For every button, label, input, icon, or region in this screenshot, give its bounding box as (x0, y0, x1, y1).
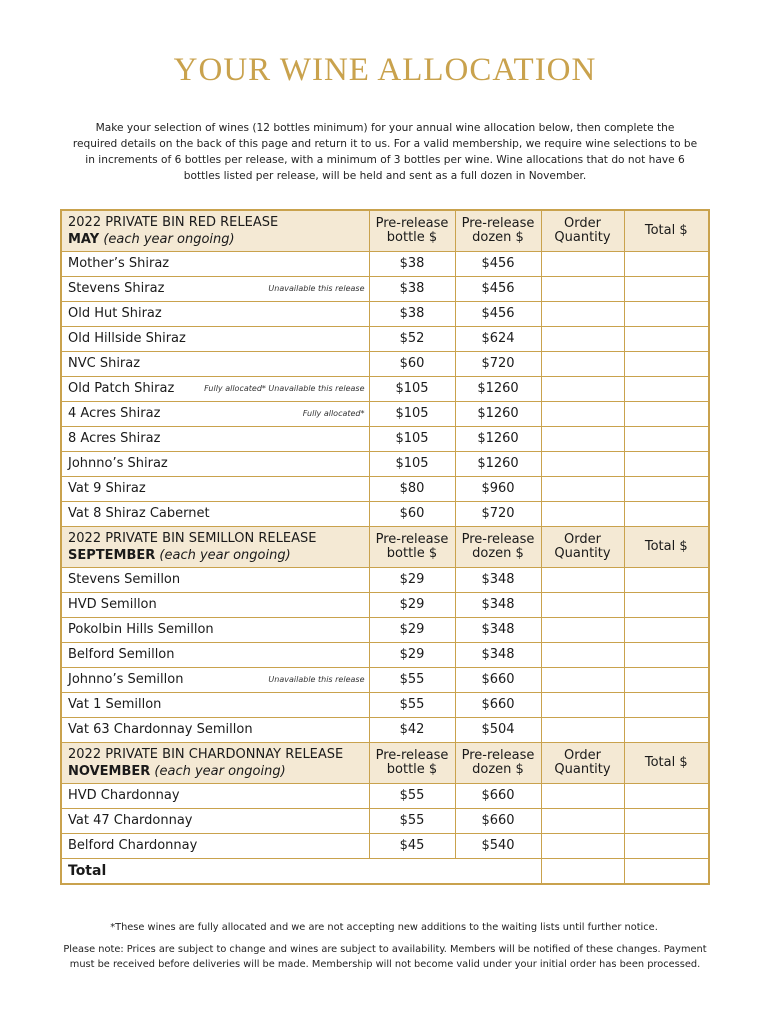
bottle-price: $55 (369, 668, 455, 693)
bottle-price: $29 (369, 568, 455, 593)
line-total-field[interactable] (624, 502, 709, 527)
wine-row (61, 693, 709, 718)
dozen-price: $660 (455, 784, 541, 809)
wine-name-cell (61, 452, 369, 477)
release-ongoing: (each year ongoing) (154, 763, 286, 779)
bottle-price: $55 (369, 809, 455, 834)
wine-row (61, 327, 709, 352)
order-quantity-field[interactable] (541, 593, 624, 618)
line-total-field[interactable] (624, 809, 709, 834)
wine-name-cell (61, 502, 369, 527)
line-total-field[interactable] (624, 402, 709, 427)
wine-row (61, 427, 709, 452)
col-header-total: Total $ (624, 743, 709, 784)
bottle-price: $105 (369, 452, 455, 477)
bottle-price: $29 (369, 593, 455, 618)
line-total-field[interactable] (624, 693, 709, 718)
wine-name-cell (61, 302, 369, 327)
line-total-field[interactable] (624, 352, 709, 377)
bottle-price: $42 (369, 718, 455, 743)
wine-name-cell (61, 327, 369, 352)
wine-note: Unavailable this release (268, 675, 365, 684)
wine-row (61, 718, 709, 743)
wine-name-cell (61, 402, 369, 427)
bottle-price: $52 (369, 327, 455, 352)
wine-row (61, 477, 709, 502)
line-total-field[interactable] (624, 427, 709, 452)
wine-name-cell (61, 693, 369, 718)
order-quantity-field[interactable] (541, 502, 624, 527)
wine-row (61, 784, 709, 809)
order-quantity-field[interactable] (541, 377, 624, 402)
wine-row (61, 277, 709, 302)
grand-total-field[interactable] (624, 859, 709, 885)
wine-note: Unavailable this release (268, 284, 365, 293)
line-total-field[interactable] (624, 568, 709, 593)
wine-name: 8 Acres Shiraz (68, 431, 161, 446)
order-quantity-field[interactable] (541, 327, 624, 352)
line-total-field[interactable] (624, 477, 709, 502)
wine-row (61, 402, 709, 427)
dozen-price: $456 (455, 252, 541, 277)
line-total-field[interactable] (624, 618, 709, 643)
wine-row (61, 352, 709, 377)
dozen-price: $348 (455, 568, 541, 593)
order-quantity-field[interactable] (541, 618, 624, 643)
dozen-price: $960 (455, 477, 541, 502)
bottle-price: $60 (369, 502, 455, 527)
wine-name: Vat 1 Semillon (68, 697, 162, 712)
wine-name: HVD Semillon (68, 597, 157, 612)
col-header-dozen: Pre-release dozen $ (455, 743, 541, 784)
wine-name-cell (61, 352, 369, 377)
wine-name: Vat 47 Chardonnay (68, 813, 193, 828)
line-total-field[interactable] (624, 277, 709, 302)
order-quantity-field[interactable] (541, 643, 624, 668)
line-total-field[interactable] (624, 643, 709, 668)
wine-row (61, 593, 709, 618)
section-header (61, 527, 709, 568)
allocation-table (60, 209, 710, 885)
order-quantity-field[interactable] (541, 809, 624, 834)
section-header (61, 210, 709, 252)
bottle-price: $55 (369, 693, 455, 718)
wine-name-cell (61, 668, 369, 693)
dozen-price: $660 (455, 668, 541, 693)
wine-name: HVD Chardonnay (68, 788, 180, 803)
bottle-price: $45 (369, 834, 455, 859)
section-title: 2022 PRIVATE BIN RED RELEASE MAY (each year ongoing) (61, 210, 369, 252)
dozen-price: $456 (455, 302, 541, 327)
wine-name-cell (61, 784, 369, 809)
wine-row (61, 643, 709, 668)
wine-name: Johnno’s Semillon (68, 672, 184, 687)
dozen-price: $1260 (455, 377, 541, 402)
please-note: Please note: Prices are subject to change and wines are subject to availability. Members will be notified of these changes. Payment must be received before deliveries will be made. Membership will not become valid under your initial order has been processed. (63, 944, 707, 970)
bottle-price: $29 (369, 618, 455, 643)
bottle-price: $60 (369, 352, 455, 377)
wine-name: Vat 63 Chardonnay Semillon (68, 722, 253, 737)
dozen-price: $720 (455, 352, 541, 377)
line-total-field[interactable] (624, 593, 709, 618)
col-header-total: Total $ (624, 527, 709, 568)
order-quantity-field[interactable] (541, 427, 624, 452)
dozen-price: $660 (455, 809, 541, 834)
wine-name-cell (61, 809, 369, 834)
col-header-dozen: Pre-release dozen $ (455, 210, 541, 252)
line-total-field[interactable] (624, 834, 709, 859)
order-quantity-field[interactable] (541, 834, 624, 859)
bottle-price: $105 (369, 427, 455, 452)
total-quantity-field[interactable] (541, 859, 624, 885)
wine-name: Mother’s Shiraz (68, 256, 170, 271)
wine-row (61, 252, 709, 277)
dozen-price: $660 (455, 693, 541, 718)
line-total-field[interactable] (624, 327, 709, 352)
wine-row (61, 668, 709, 693)
wine-name-cell (61, 834, 369, 859)
bottle-price: $38 (369, 302, 455, 327)
wine-row (61, 452, 709, 477)
order-quantity-field[interactable] (541, 352, 624, 377)
line-total-field[interactable] (624, 252, 709, 277)
wine-name-cell (61, 568, 369, 593)
section-header (61, 743, 709, 784)
order-quantity-field[interactable] (541, 402, 624, 427)
wine-name-cell (61, 593, 369, 618)
wine-name: Stevens Shiraz (68, 281, 165, 296)
wine-name-cell (61, 618, 369, 643)
dozen-price: $348 (455, 593, 541, 618)
line-total-field[interactable] (624, 668, 709, 693)
release-month: SEPTEMBER (68, 547, 156, 563)
order-quantity-field[interactable] (541, 452, 624, 477)
col-header-dozen: Pre-release dozen $ (455, 527, 541, 568)
col-header-total: Total $ (624, 210, 709, 252)
bottle-price: $80 (369, 477, 455, 502)
wine-name-cell (61, 718, 369, 743)
section-title: 2022 PRIVATE BIN SEMILLON RELEASE SEPTEMBER (each year ongoing) (61, 527, 369, 568)
total-label: Total (61, 859, 541, 885)
section-title: 2022 PRIVATE BIN CHARDONNAY RELEASE NOVEMBER (each year ongoing) (61, 743, 369, 784)
dozen-price: $540 (455, 834, 541, 859)
dozen-price: $1260 (455, 452, 541, 477)
wine-row (61, 302, 709, 327)
dozen-price: $456 (455, 277, 541, 302)
col-header-bottle: Pre-release bottle $ (369, 527, 455, 568)
wine-note: Fully allocated* (302, 409, 365, 418)
line-total-field[interactable] (624, 377, 709, 402)
page-title: YOUR WINE ALLOCATION (173, 52, 597, 88)
wine-name: Old Hut Shiraz (68, 306, 162, 321)
bottle-price: $38 (369, 252, 455, 277)
wine-name: Old Hillside Shiraz (68, 331, 186, 346)
dozen-price: $1260 (455, 402, 541, 427)
dozen-price: $624 (455, 327, 541, 352)
wine-row (61, 377, 709, 402)
release-ongoing: (each year ongoing) (159, 547, 291, 563)
dozen-price: $348 (455, 618, 541, 643)
order-quantity-field[interactable] (541, 252, 624, 277)
release-month: NOVEMBER (68, 763, 151, 779)
order-quantity-field[interactable] (541, 693, 624, 718)
col-header-qty: Order Quantity (541, 743, 624, 784)
release-ongoing: (each year ongoing) (103, 231, 235, 247)
bottle-price: $105 (369, 377, 455, 402)
order-quantity-field[interactable] (541, 668, 624, 693)
wine-name: Johnno’s Shiraz (68, 456, 168, 471)
wine-name-cell (61, 252, 369, 277)
wine-name: Old Patch Shiraz (68, 381, 175, 396)
line-total-field[interactable] (624, 718, 709, 743)
order-quantity-field[interactable] (541, 568, 624, 593)
total-row (61, 859, 709, 885)
line-total-field[interactable] (624, 784, 709, 809)
wine-note: Fully allocated* Unavailable this release (204, 384, 365, 393)
wine-name-cell (61, 277, 369, 302)
wine-name-cell (61, 427, 369, 452)
wine-name: Vat 9 Shiraz (68, 481, 146, 496)
bottle-price: $105 (369, 402, 455, 427)
wine-name: Stevens Semillon (68, 572, 181, 587)
bottle-price: $38 (369, 277, 455, 302)
wine-name: Vat 8 Shiraz Cabernet (68, 506, 210, 521)
footnote: *These wines are fully allocated and we are not accepting new additions to the waiting lists until further notice. (110, 922, 658, 933)
col-header-bottle: Pre-release bottle $ (369, 210, 455, 252)
wine-name: Pokolbin Hills Semillon (68, 622, 214, 637)
wine-row (61, 809, 709, 834)
order-quantity-field[interactable] (541, 302, 624, 327)
wine-name: 4 Acres Shiraz (68, 406, 161, 421)
bottle-price: $55 (369, 784, 455, 809)
order-quantity-field[interactable] (541, 784, 624, 809)
col-header-qty: Order Quantity (541, 210, 624, 252)
line-total-field[interactable] (624, 302, 709, 327)
col-header-bottle: Pre-release bottle $ (369, 743, 455, 784)
line-total-field[interactable] (624, 452, 709, 477)
wine-row (61, 568, 709, 593)
wine-name: Belford Semillon (68, 647, 175, 662)
wine-row (61, 618, 709, 643)
wine-name-cell (61, 643, 369, 668)
release-month: MAY (68, 231, 100, 247)
col-header-qty: Order Quantity (541, 527, 624, 568)
wine-row (61, 502, 709, 527)
wine-name-cell (61, 377, 369, 402)
bottle-price: $29 (369, 643, 455, 668)
wine-name-cell (61, 477, 369, 502)
wine-row (61, 834, 709, 859)
wine-name: Belford Chardonnay (68, 838, 198, 853)
wine-name: NVC Shiraz (68, 356, 141, 371)
dozen-price: $1260 (455, 427, 541, 452)
intro-text: Make your selection of wines (12 bottles minimum) for your annual wine allocation below, then complete the required details on the back of this page and return it to us. For a valid membership, we require wine selections to be in increments of 6 bottles per release, with a minimum of 3 bottles per wine. Wine allocations that do not have 6 bottles listed per release, will be held and sent as a full dozen in November. (72, 122, 698, 182)
order-quantity-field[interactable] (541, 718, 624, 743)
order-quantity-field[interactable] (541, 477, 624, 502)
dozen-price: $720 (455, 502, 541, 527)
order-quantity-field[interactable] (541, 277, 624, 302)
dozen-price: $504 (455, 718, 541, 743)
dozen-price: $348 (455, 643, 541, 668)
